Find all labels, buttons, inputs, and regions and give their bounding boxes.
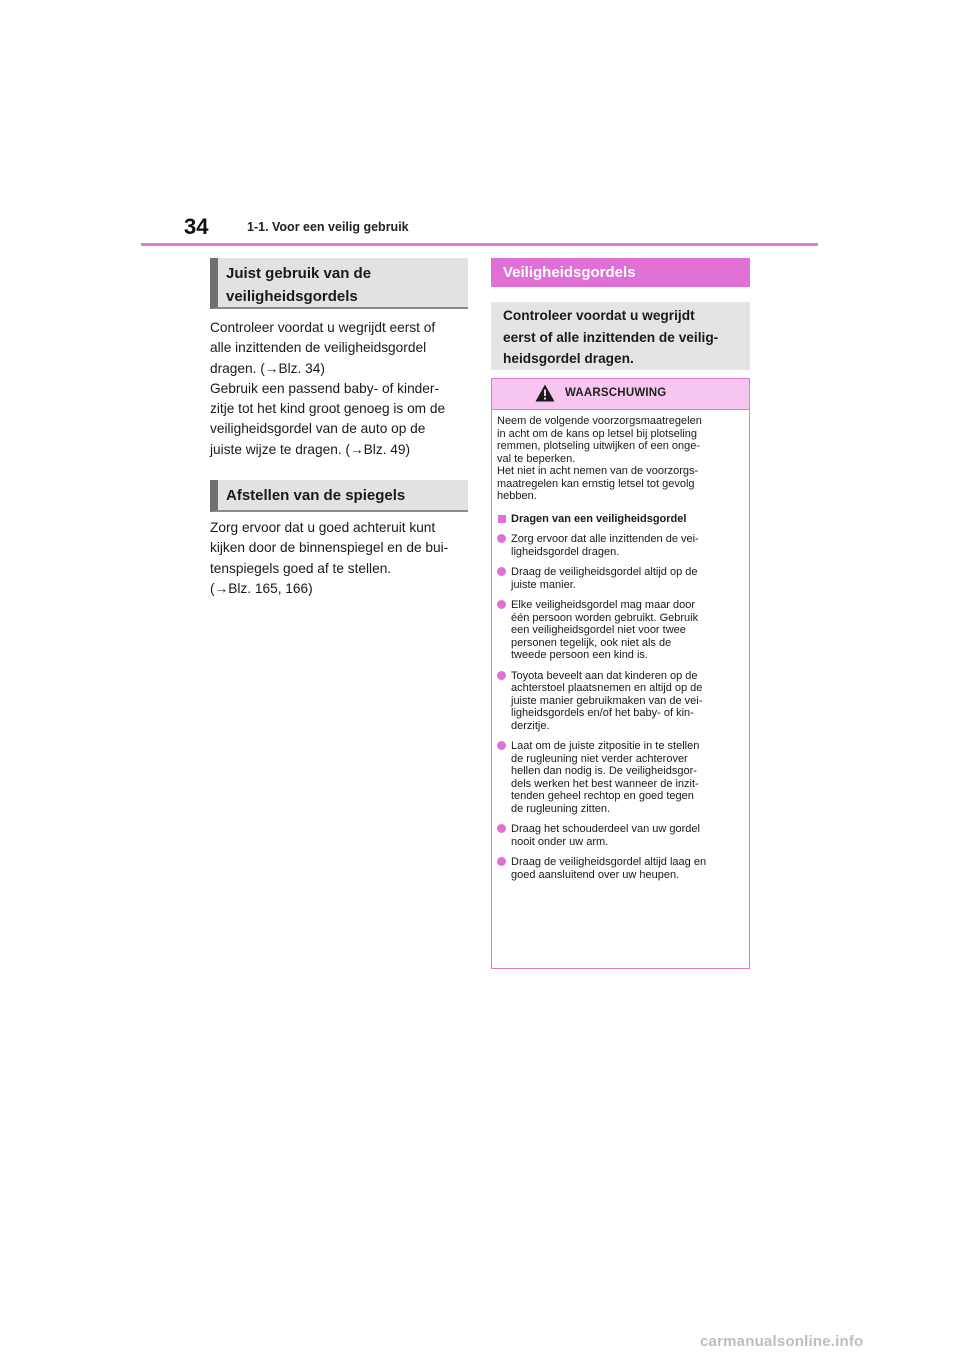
bullet-line: achterstoel plaatsnemen en altijd op de — [511, 682, 703, 694]
bullet-line: juiste manier gebruikmaken van de vei- — [511, 694, 703, 707]
bullet-line: personen tegelijk, ook niet als de — [511, 636, 672, 649]
warning-intro-line: remmen, plotseling uitwijken of een onge- — [497, 440, 701, 452]
warning-intro-line: Het niet in acht nemen van de voorzorgs- — [497, 465, 699, 477]
bullet-line: Draag de veiligheidsgordel altijd op de — [511, 566, 698, 578]
bullet-dot-icon — [497, 567, 506, 576]
header-rule — [141, 243, 818, 246]
bullet-line: Laat om de juiste zitpositie in te stellen — [511, 740, 700, 752]
text-line: veiligheidsgordel van de auto op de — [210, 421, 426, 437]
summary-line: heidsgordel dragen. — [503, 351, 634, 366]
text-line: juiste wijze te dragen. (→Blz. 49) — [210, 441, 411, 457]
text-line: alle inzittenden de veiligheidsgordel — [210, 340, 427, 356]
page-number: 34 — [184, 214, 209, 239]
list-item — [497, 599, 741, 662]
section-title: 1-1. Voor een veilig gebruik — [247, 220, 409, 234]
list-item — [497, 740, 741, 815]
warning-bullet-list — [497, 533, 741, 881]
warning-subheading-text: Dragen van een veiligheidsgordel — [511, 512, 687, 525]
text-line: zitje tot het kind groot genoeg is om de — [210, 401, 446, 417]
text-line: tenspiegels goed af te stellen. — [210, 560, 392, 576]
watermark-link[interactable]: carmanualsonline.info — [700, 1333, 864, 1350]
bullet-dot-icon — [497, 741, 506, 750]
bullet-line: Zorg ervoor dat alle inzittenden de vei- — [511, 533, 699, 545]
summary-line: Controleer voordat u wegrijdt — [503, 308, 695, 323]
bullet-line: hellen dan nodig is. De veiligheidsgor- — [511, 765, 697, 777]
warning-intro-line: val te beperken. — [497, 452, 576, 465]
bullet-line: Draag de veiligheidsgordel altijd laag en — [511, 856, 707, 868]
bullet-dot-icon — [497, 671, 506, 680]
warning-subheading — [497, 513, 741, 526]
bullet-line: ligheidsgordel dragen. — [511, 545, 620, 558]
warning-triangle-icon — [535, 384, 555, 402]
list-item — [497, 533, 741, 558]
heading-seatbelt-use: Juist gebruik van de veiligheidsgordels — [210, 258, 468, 309]
bullet-dot-icon — [497, 857, 506, 866]
list-item — [497, 670, 741, 733]
text-line: kijken door de binnenspiegel en de bui- — [210, 540, 449, 556]
heading-mirrors: Afstellen van de spiegels — [210, 480, 468, 512]
summary-line: eerst of alle inzittenden de veilig- — [503, 329, 719, 345]
bullet-dot-icon — [497, 824, 506, 833]
warning-box — [491, 378, 750, 969]
text-line: Gebruik een passend baby- of kinder- — [210, 380, 440, 396]
text-line: Zorg ervoor dat u goed achteruit kunt — [210, 520, 436, 535]
bullet-line: goed aansluitend over uw heupen. — [511, 868, 680, 881]
bullet-line: één persoon worden gebruikt. Gebruik — [511, 611, 699, 624]
text-line: Controleer voordat u wegrijdt eerst of — [210, 320, 436, 335]
square-bullet-icon — [498, 515, 506, 523]
bullet-line: ligheidsgordels en/of het baby- of kin- — [511, 707, 694, 719]
warning-label: WAARSCHUWING — [565, 387, 667, 399]
text-line: dragen. (→Blz. 34) — [210, 360, 325, 376]
bullet-line: Draag het schouderdeel van uw gordel — [511, 823, 700, 835]
bullet-line: juiste manier. — [511, 578, 576, 591]
bullet-line: een veiligheidsgordel niet voor twee — [511, 624, 686, 636]
bullet-dot-icon — [497, 600, 506, 609]
bullet-line: tweede persoon een kind is. — [511, 649, 648, 661]
bullet-dot-icon — [497, 534, 506, 543]
warning-body — [492, 410, 749, 881]
text-line: (→Blz. 165, 166) — [210, 580, 313, 596]
summary-box — [491, 302, 750, 370]
paragraph-mirrors — [210, 518, 474, 599]
bullet-line: de rugleuning niet verder achterover — [511, 752, 688, 765]
warning-intro-line: hebben. — [497, 490, 537, 502]
bullet-line: Toyota beveelt aan dat kinderen op de — [511, 669, 698, 682]
bullet-line: derzitje. — [511, 719, 550, 732]
warning-intro-line: maatregelen kan ernstig letsel tot gevolg — [497, 477, 695, 490]
paragraph-seatbelt-use — [210, 318, 474, 460]
bullet-line: nooit onder uw arm. — [511, 835, 609, 848]
bullet-line: Elke veiligheidsgordel mag maar door — [511, 599, 696, 611]
list-item — [497, 566, 741, 591]
list-item — [497, 823, 741, 848]
warning-header — [492, 379, 749, 410]
warning-intro-line: in acht om de kans op letsel bij plotseling — [497, 427, 697, 440]
bullet-line: tenden geheel rechtop en goed tegen — [511, 790, 694, 802]
bullet-line: de rugleuning zitten. — [511, 802, 611, 815]
bullet-line: dels werken het best wanneer de inzit- — [511, 777, 699, 790]
warning-intro-line: Neem de volgende voorzorgsmaatregelen — [497, 415, 702, 427]
list-item — [497, 856, 741, 881]
heading-seatbelts: Veiligheidsgordels — [491, 258, 750, 287]
